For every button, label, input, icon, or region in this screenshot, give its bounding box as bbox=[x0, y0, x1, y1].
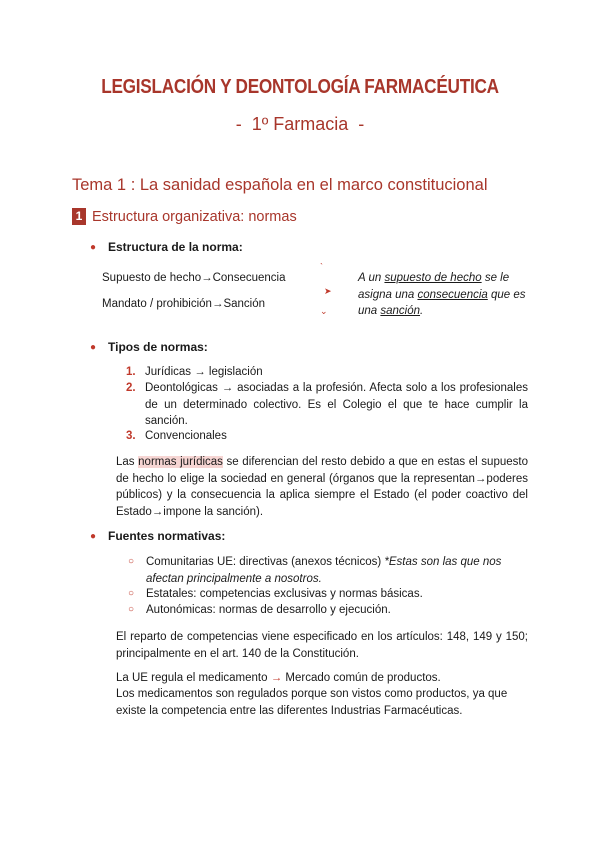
brace-bottom-icon: ⌄ bbox=[320, 306, 328, 316]
bullet-dot-icon: ● bbox=[90, 241, 97, 253]
bullet-tipos bbox=[90, 340, 208, 354]
list-item: ○ Autonómicas: normas de desarrollo y ejecución. bbox=[128, 602, 528, 619]
brace-top-icon: ` bbox=[320, 262, 323, 272]
section-number: 1 bbox=[72, 208, 86, 225]
list-item: ○ Comunitarias UE: directivas (anexos técnicos) *Estas son las que nos afectan principalmente a nosotros. bbox=[128, 554, 528, 587]
section-heading bbox=[72, 208, 297, 225]
document-subtitle bbox=[0, 114, 600, 135]
fuentes-heading: Fuentes normativas: bbox=[108, 529, 226, 543]
circle-bullet-icon: ○ bbox=[128, 588, 135, 599]
red-arrow-icon: → bbox=[270, 672, 283, 684]
fuentes-paragraph-3: Los medicamentos son regulados porque son vistos como productos, ya que existe la competencia entre las diferentes Industrias Farmacéuticas. bbox=[116, 688, 508, 717]
bullet-estructura bbox=[90, 240, 243, 254]
document-title: LEGISLACIÓN Y DEONTOLOGÍA FARMACÉUTICA bbox=[101, 76, 499, 98]
circle-bullet-icon: ○ bbox=[128, 604, 135, 615]
bullet-dot-icon: ● bbox=[90, 341, 97, 353]
estructura-note: A un supuesto de hecho se le asigna una consecuencia que es una sanción. bbox=[358, 272, 526, 317]
list-item: ○ Estatales: competencias exclusivas y normas básicas. bbox=[128, 586, 528, 603]
bullet-fuentes bbox=[90, 529, 225, 543]
subtitle-dash-right: - bbox=[358, 114, 365, 134]
list-item: 3. Convencionales bbox=[126, 430, 227, 442]
fuentes-paragraph-2: La UE regula el medicamento → Mercado común de productos. bbox=[116, 672, 441, 684]
brace-mid-icon: ➤ bbox=[324, 286, 332, 296]
estructura-line-1: Supuesto de hecho→Consecuencia bbox=[102, 272, 286, 284]
circle-bullet-icon: ○ bbox=[128, 556, 135, 567]
estructura-line-2: Mandato / prohibición→Sanción bbox=[102, 298, 266, 310]
subtitle-text: 1º Farmacia bbox=[251, 114, 349, 134]
list-item: 2. Deontológicas → asociadas a la profesión. Afecta solo a los profesionales de un determinado colectivo. Es el Colegio el que te hace cumplir la sanción. bbox=[126, 382, 528, 427]
tema-heading: Tema 1 : La sanidad española en el marco constitucional bbox=[72, 176, 488, 194]
fuentes-paragraph-1: El reparto de competencias viene especificado en los artículos: 148, 149 y 150; principalmente en el art. 140 de la Constitución. bbox=[116, 631, 528, 660]
tipos-paragraph: Las normas jurídicas se diferencian del resto debido a que en estas el supuesto de hecho lo elige la sociedad en general (órganos que la representan→poderes públicos) y la consecuencia la aplica siempre el Estado (el poder coactivo del Estado→impone la sanción). bbox=[116, 456, 528, 518]
highlight-normas-juridicas: normas jurídicas bbox=[138, 456, 223, 468]
estructura-heading: Estructura de la norma: bbox=[108, 240, 243, 254]
list-item: 1. Jurídicas → legislación bbox=[126, 366, 263, 378]
section-label: Estructura organizativa: normas bbox=[92, 208, 297, 225]
bullet-dot-icon: ● bbox=[90, 530, 97, 542]
tipos-heading: Tipos de normas: bbox=[108, 340, 208, 354]
subtitle-dash-left: - bbox=[235, 114, 242, 134]
